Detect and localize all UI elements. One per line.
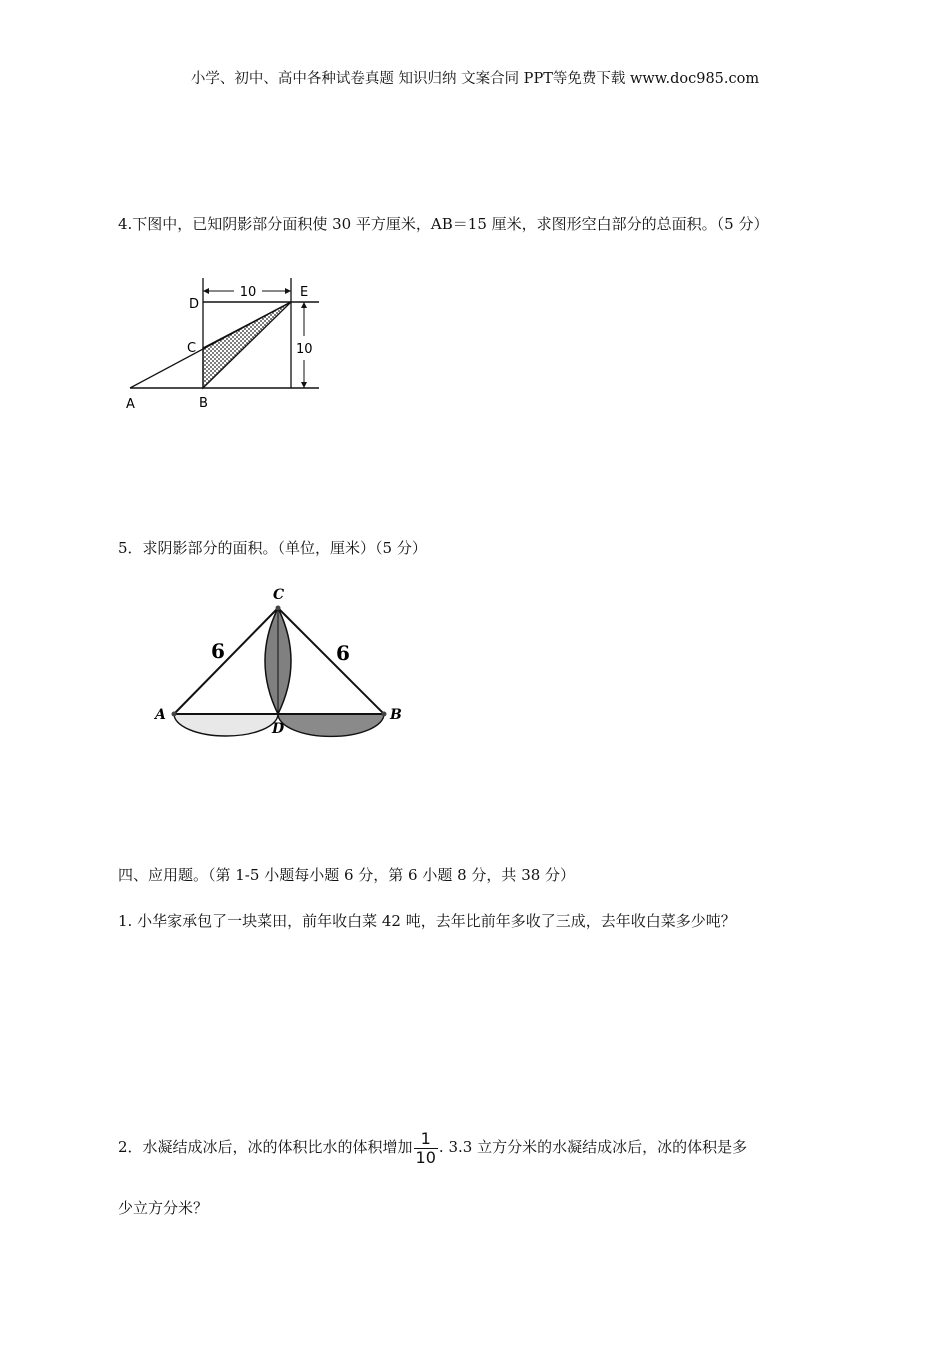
problem-2-after: . 3.3 立方分米的水凝结成冰后，冰的体积是多 bbox=[438, 1138, 748, 1156]
fraction-1-10 bbox=[414, 1130, 438, 1167]
label-B: B bbox=[390, 707, 402, 723]
label-A: A bbox=[126, 397, 135, 412]
fraction-denominator: 10 bbox=[415, 1147, 436, 1167]
label-B: B bbox=[199, 396, 208, 411]
label-D: D bbox=[189, 297, 200, 312]
page-header: 小学、初中、高中各种试卷真题 知识归纳 文案合同 PPT等免费下载 www.doc985.com bbox=[190, 71, 760, 87]
label-left-6: 6 bbox=[211, 639, 225, 663]
label-C: C bbox=[273, 587, 285, 603]
question-4-text: 4.下图中，已知阴影部分面积使 30 平方厘米，AB＝15 厘米，求图形空白部分的总面积。（5 分） bbox=[118, 215, 769, 233]
label-top-10: 10 bbox=[239, 285, 257, 300]
label-C: C bbox=[187, 341, 197, 356]
right-semicircle bbox=[278, 714, 384, 736]
shaded-triangle bbox=[203, 302, 291, 388]
question-4-figure bbox=[110, 270, 340, 420]
problem-2-before: 2．水凝结成冰后，冰的体积比水的体积增加 bbox=[118, 1138, 413, 1156]
left-semicircle bbox=[174, 714, 278, 736]
label-E: E bbox=[300, 285, 309, 300]
question-5-text: 5．求阴影部分的面积。（单位，厘米）（5 分） bbox=[118, 539, 427, 557]
fraction-numerator: 1 bbox=[420, 1128, 431, 1148]
problem-2-line-2: 少立方分米？ bbox=[118, 1199, 209, 1217]
question-5-figure bbox=[140, 580, 420, 750]
label-D: D bbox=[272, 721, 285, 737]
label-A: A bbox=[155, 707, 166, 723]
problem-2-line-1 bbox=[118, 1124, 747, 1170]
section-4-title: 四、应用题。（第 1-5 小题每小题 6 分，第 6 小题 8 分，共 38 分） bbox=[118, 866, 576, 884]
problem-1-text: 1. 小华家承包了一块菜田，前年收白菜 42 吨，去年比前年多收了三成，去年收白菜多少吨？ bbox=[118, 912, 736, 930]
label-right-6: 6 bbox=[336, 641, 350, 665]
label-right-10: 10 bbox=[296, 342, 313, 357]
